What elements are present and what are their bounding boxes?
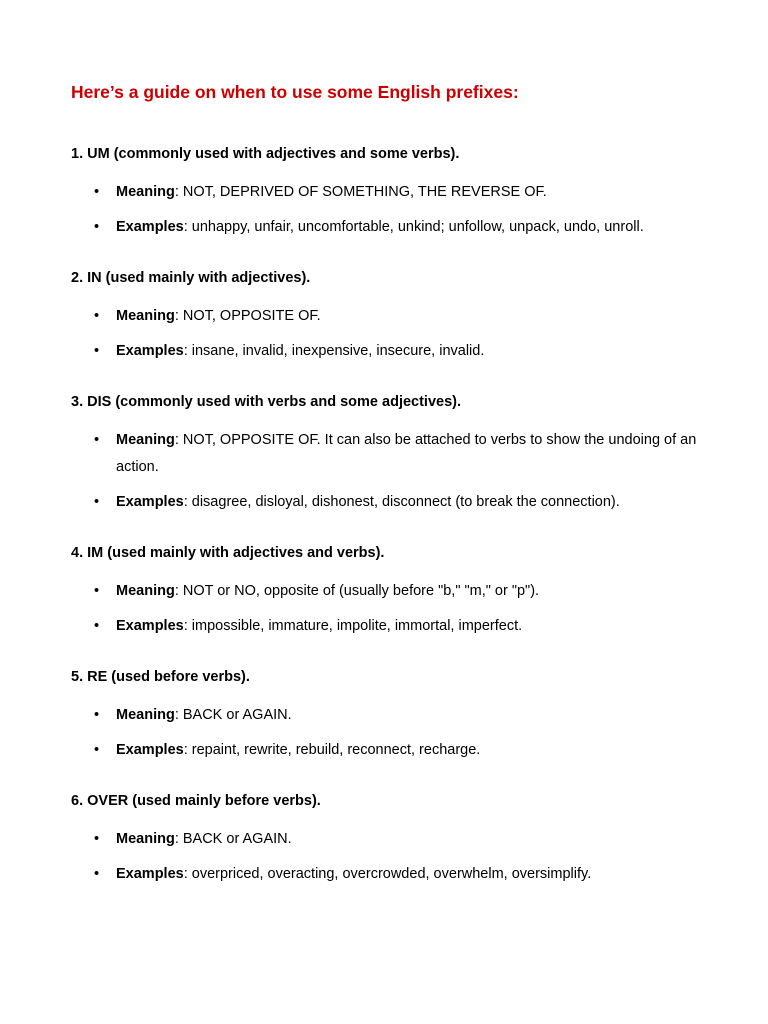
bullet-icon: • <box>94 184 100 200</box>
section-heading: 5. RE (used before verbs). <box>71 669 250 685</box>
bullet-icon: • <box>94 494 100 510</box>
section-heading: 6. OVER (used mainly before verbs). <box>71 793 321 809</box>
bullet-list <box>71 826 711 888</box>
examples-text: : overpriced, overacting, overcrowded, overwhelm, oversimplify. <box>183 866 592 882</box>
examples-label: Examples <box>116 866 184 882</box>
prefix-section-over <box>71 791 711 888</box>
examples-item <box>71 214 711 241</box>
bullet-icon: • <box>94 219 100 235</box>
meaning-text: : NOT or NO, opposite of (usually before "b," "m," or "p"). <box>174 583 540 599</box>
page-title: Here’s a guide on when to use some English prefixes: <box>71 82 519 102</box>
meaning-text: : NOT, OPPOSITE OF. <box>174 308 321 324</box>
examples-item <box>71 489 711 516</box>
examples-label: Examples <box>116 343 184 359</box>
bullet-icon: • <box>94 831 100 847</box>
prefix-section-re <box>71 667 711 764</box>
meaning-label: Meaning <box>116 583 175 599</box>
examples-item <box>71 861 711 888</box>
prefix-section-im <box>71 543 711 640</box>
examples-label: Examples <box>116 219 184 235</box>
section-heading: 1. UM (commonly used with adjectives and some verbs). <box>71 146 460 162</box>
examples-label: Examples <box>116 742 184 758</box>
section-heading: 4. IM (used mainly with adjectives and verbs). <box>71 545 385 561</box>
examples-label: Examples <box>116 618 184 634</box>
meaning-item <box>71 826 711 853</box>
meaning-label: Meaning <box>116 184 175 200</box>
bullet-icon: • <box>94 707 100 723</box>
meaning-item <box>71 427 711 481</box>
meaning-text: : BACK or AGAIN. <box>174 707 292 723</box>
bullet-icon: • <box>94 308 100 324</box>
bullet-icon: • <box>94 583 100 599</box>
bullet-icon: • <box>94 618 100 634</box>
bullet-list <box>71 702 711 764</box>
meaning-label: Meaning <box>116 831 175 847</box>
meaning-text: : BACK or AGAIN. <box>174 831 292 847</box>
bullet-icon: • <box>94 432 100 448</box>
meaning-label: Meaning <box>116 308 175 324</box>
examples-text: : insane, invalid, inexpensive, insecure, invalid. <box>183 343 485 359</box>
examples-text: : unhappy, unfair, uncomfortable, unkind; unfollow, unpack, undo, unroll. <box>183 219 644 235</box>
meaning-label: Meaning <box>116 707 175 723</box>
prefix-section-in <box>71 268 711 365</box>
meaning-item <box>71 303 711 330</box>
bullet-list <box>71 427 711 516</box>
prefix-section-um <box>71 144 711 241</box>
section-heading: 3. DIS (commonly used with verbs and some adjectives). <box>71 394 462 410</box>
section-heading: 2. IN (used mainly with adjectives). <box>71 270 311 286</box>
examples-item <box>71 737 711 764</box>
document-page <box>71 80 711 915</box>
examples-text: : impossible, immature, impolite, immortal, imperfect. <box>183 618 523 634</box>
bullet-icon: • <box>94 866 100 882</box>
examples-text: : repaint, rewrite, rebuild, reconnect, recharge. <box>183 742 481 758</box>
prefix-section-dis <box>71 392 711 516</box>
meaning-item <box>71 702 711 729</box>
bullet-list <box>71 179 711 241</box>
bullet-list <box>71 578 711 640</box>
bullet-icon: • <box>94 343 100 359</box>
meaning-text: : NOT, DEPRIVED OF SOMETHING, THE REVERSE OF. <box>174 184 547 200</box>
bullet-list <box>71 303 711 365</box>
meaning-item <box>71 578 711 605</box>
meaning-text: : NOT, OPPOSITE OF. It can also be attached to verbs to show the undoing of an action. <box>116 432 697 475</box>
examples-label: Examples <box>116 494 184 510</box>
examples-text: : disagree, disloyal, dishonest, disconnect (to break the connection). <box>183 494 620 510</box>
meaning-label: Meaning <box>116 432 175 448</box>
examples-item <box>71 613 711 640</box>
meaning-item <box>71 179 711 206</box>
examples-item <box>71 338 711 365</box>
bullet-icon: • <box>94 742 100 758</box>
